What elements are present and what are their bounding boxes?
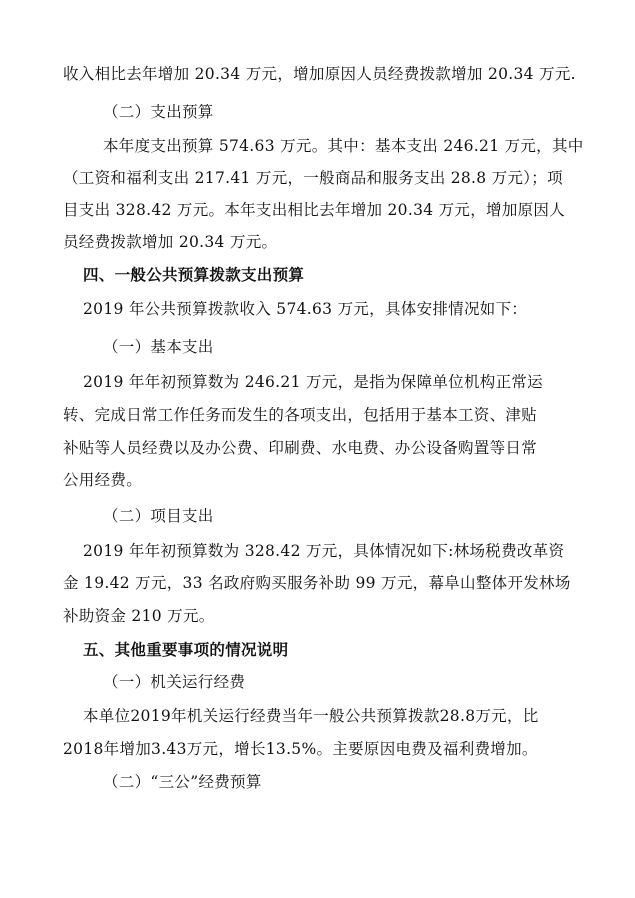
subsection-heading: （二）项目支出: [103, 507, 214, 525]
paragraph-line: 2018年增加3.43万元，增长13.5%。主要原因电费及福利费增加。: [63, 740, 538, 758]
paragraph-line: 收入相比去年增加 20.34 万元，增加原因人员经费拨款增加 20.34 万元.: [63, 65, 576, 83]
section-heading: 四、一般公共预算拨款支出预算: [83, 266, 305, 284]
paragraph-line: 补贴等人员经费以及办公费、印刷费、水电费、办公设备购置等日常: [63, 439, 538, 457]
paragraph-line: 转、完成日常工作任务而发生的各项支出，包括用于基本工资、津贴: [63, 406, 538, 424]
paragraph-line: 本年度支出预算 574.63 万元。其中：基本支出 246.21 万元，其中: [103, 137, 584, 155]
paragraph-line: 金 19.42 万元，33 名政府购买服务补助 99 万元，幕阜山整体开发林场: [63, 574, 571, 592]
subsection-heading: （一）机关运行经费: [103, 673, 246, 691]
paragraph-line: 本单位2019年机关运行经费当年一般公共预算拨款28.8万元，比: [83, 707, 539, 725]
paragraph-line: 公用经费。: [63, 471, 143, 489]
paragraph-line: （工资和福利支出 217.41 万元，一般商品和服务支出 28.8 万元）；项: [63, 169, 563, 187]
paragraph-line: 补助资金 210 万元。: [63, 607, 215, 625]
subsection-heading: （二）支出预算: [103, 103, 214, 121]
subsection-heading: （二）“三公”经费预算: [103, 773, 262, 791]
paragraph-line: 2019 年公共预算拨款收入 574.63 万元，具体安排情况如下：: [83, 300, 528, 318]
section-heading: 五、其他重要事项的情况说明: [83, 641, 289, 659]
paragraph-line: 2019 年年初预算数为 328.42 万元，具体情况如下:林场税费改革资: [83, 542, 565, 560]
subsection-heading: （一）基本支出: [103, 338, 214, 356]
paragraph-line: 目支出 328.42 万元。本年支出相比去年增加 20.34 万元，增加原因人: [63, 201, 566, 219]
paragraph-line: 2019 年年初预算数为 246.21 万元，是指为保障单位机构正常运: [83, 373, 543, 391]
paragraph-line: 员经费拨款增加 20.34 万元。: [63, 233, 278, 251]
